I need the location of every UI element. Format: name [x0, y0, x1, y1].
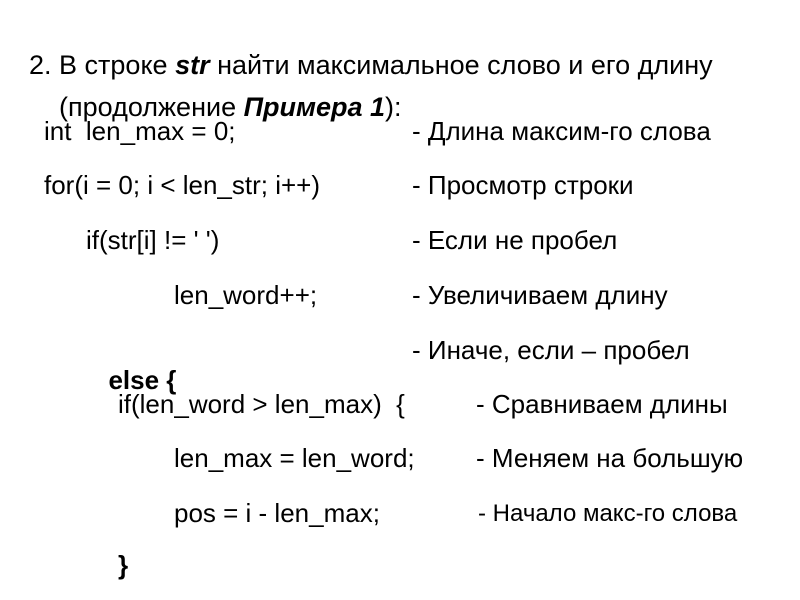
code-line-2: for(i = 0; i < len_str; i++) [44, 170, 321, 200]
heading-suffix: найти максимальное слово и его длину [209, 50, 713, 80]
heading-var-str: str [175, 50, 210, 80]
comment-line-5: - Иначе, если – пробел [412, 335, 690, 365]
heading-close: ): [385, 92, 402, 122]
code-line-1: int len_max = 0; [44, 116, 236, 146]
comment-line-3: - Если не пробел [412, 225, 618, 255]
comment-line-1: - Длина максим-го слова [412, 116, 711, 146]
comment-line-7: - Меняем на большую [476, 443, 744, 473]
heading-open: (продолжение [59, 92, 244, 122]
code-line-8: pos = i - len_max; [174, 498, 380, 528]
code-line-9: } [118, 550, 129, 580]
comment-line-2: - Просмотр строки [412, 170, 634, 200]
heading-prefix: 2. В строке [29, 50, 176, 80]
code-brace-open: { [159, 365, 177, 395]
heading-ref: Примера 1 [243, 92, 386, 122]
comment-line-4: - Увеличиваем длину [412, 280, 668, 310]
comment-line-8: - Начало макс-го слова [478, 500, 738, 527]
comment-line-6: - Сравниваем длины [476, 389, 728, 419]
code-line-6: if(len_word > len_max) { [118, 389, 405, 419]
code-keyword-else: else [108, 365, 160, 395]
code-line-3: if(str[i] != ' ') [86, 225, 220, 255]
code-line-5 [94, 335, 176, 395]
heading-line-2 [44, 62, 402, 122]
code-line-7: len_max = len_word; [174, 443, 415, 473]
code-line-4: len_word++; [174, 280, 318, 310]
